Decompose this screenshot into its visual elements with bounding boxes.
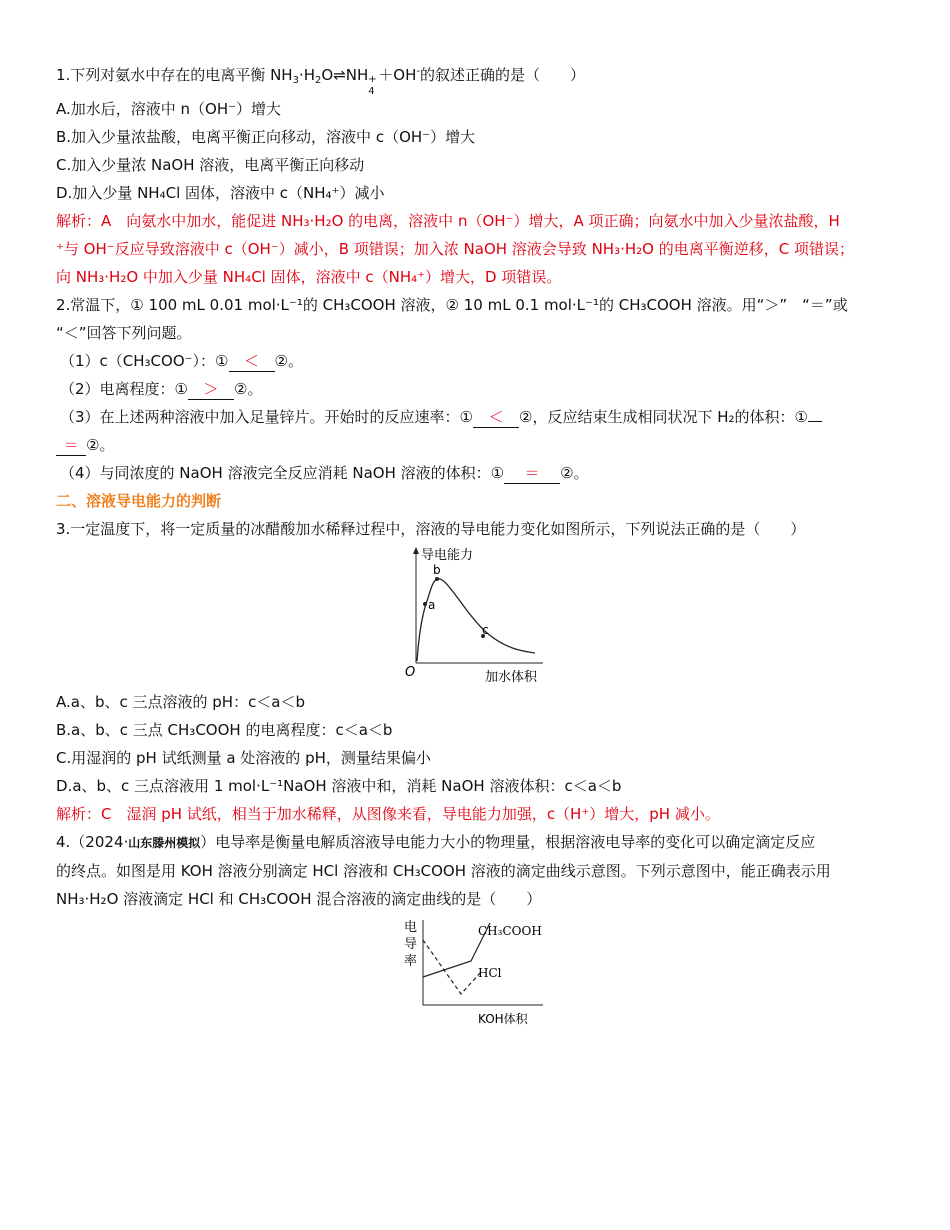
q2-part4: （4）与同浓度的 NaOH 溶液完全反应消耗 NaOH 溶液的体积：① ＝ ②。: [60, 464, 589, 482]
q1-option-d: D.加入少量 NH₄Cl 固体，溶液中 c（NH₄⁺）减小: [56, 184, 385, 202]
q4-source: 山东滕州模拟: [128, 836, 201, 850]
origin-label: O: [405, 665, 416, 680]
point-c-label: c: [482, 623, 489, 637]
q2-part3-answer2: ＝: [56, 435, 86, 456]
q3-stem: 3.一定温度下，将一定质量的冰醋酸加水稀释过程中，溶液的导电能力变化如图所示，下列说法正确的是（ ）: [56, 520, 806, 538]
q4-stem-line1: 4.（2024·山东滕州模拟）电导率是衡量电解质溶液导电能力大小的物理量，根据溶液电导率的变化可以确定滴定反应: [56, 833, 816, 851]
q3-option-a: A.a、b、c 三点溶液的 pH：c＜a＜b: [56, 693, 306, 711]
q1-answer-line2: ⁺与 OH⁻反应导致溶液中 c（OH⁻）减小，B 项错误；加入浓 NaOH 溶液会导致 NH₃·H₂O 的电离平衡逆移，C 项错误；: [56, 240, 854, 258]
q2-part1: （1）c（CH₃COO⁻）：① ＜ ②。: [60, 352, 303, 370]
section-heading: 二、溶液导电能力的判断: [56, 492, 222, 510]
y-axis-label: 导电能力: [421, 548, 474, 563]
q2-part1-answer: ＜: [229, 351, 275, 372]
q2-part3-answer1: ＜: [473, 407, 519, 428]
q1-option-a: A.加水后，溶液中 n（OH⁻）增大: [56, 100, 282, 118]
q2-stem-line2: “＜”回答下列问题。: [56, 324, 192, 342]
q2-part2: （2）电离程度：① ＞ ②。: [60, 380, 263, 398]
y-axis-arrow: [413, 547, 419, 554]
q2-stem-line1: 2.常温下，① 100 mL 0.01 mol·L⁻¹的 CH₃COOH 溶液，② 10 mL 0.1 mol·L⁻¹的 CH₃COOH 溶液。用“＞” “＝”或: [56, 296, 848, 314]
titration-graph: [398, 915, 558, 1030]
q1-answer-line1: 解析：A 向氨水中加水，能促进 NH₃·H₂O 的电离，溶液中 n（OH⁻）增大，A 项正确；向氨水中加入少量浓盐酸，H: [56, 212, 840, 230]
y-label-2: 导: [404, 937, 418, 952]
q2-part4-answer: ＝: [504, 463, 560, 484]
q2-part3-cont: ＝ ②。: [56, 431, 896, 459]
q3-option-b: B.a、b、c 三点 CH₃COOH 的电离程度：c＜a＜b: [56, 721, 393, 739]
q4-stem-line3: NH₃·H₂O 溶液滴定 HCl 和 CH₃COOH 混合溶液的滴定曲线的是（ ）: [56, 890, 542, 908]
y-label-3: 率: [404, 954, 418, 969]
point-a-dot: [423, 602, 427, 606]
hcl-label: HCl: [478, 966, 502, 980]
q1-option-c: C.加入少量浓 NaOH 溶液，电离平衡正向移动: [56, 156, 365, 174]
x-axis-label: KOH体积: [478, 1012, 528, 1026]
point-b-label: b: [433, 563, 441, 577]
y-label-1: 电: [404, 920, 418, 935]
q4-stem-line2: 的终点。如图是用 KOH 溶液分别滴定 HCl 溶液和 CH₃COOH 溶液的滴定曲线示意图。下列示意图中，能正确表示用: [56, 862, 831, 880]
point-b-dot: [435, 577, 439, 581]
q2-part2-answer: ＞: [188, 379, 234, 400]
point-a-label: a: [428, 598, 436, 612]
conductivity-curve: [417, 579, 535, 661]
q2-part3: （3）在上述两种溶液中加入足量锌片。开始时的反应速率：① ＜ ②，反应结束生成相同状况下 H₂的体积：①: [56, 403, 896, 431]
document-page: [56, 58, 896, 543]
ch3cooh-label: CH₃COOH: [478, 924, 542, 938]
q2-part3-answer2-lead: [808, 421, 822, 422]
q1-answer-line3: 向 NH₃·H₂O 中加入少量 NH₄Cl 固体，溶液中 c（NH₄⁺）增大，D 项错误。: [56, 268, 562, 286]
q1-option-b: B.加入少量浓盐酸，电离平衡正向移动，溶液中 c（OH⁻）增大: [56, 128, 476, 146]
x-axis-label: 加水体积: [485, 670, 538, 685]
q3-option-d: D.a、b、c 三点溶液用 1 mol·L⁻¹NaOH 溶液中和，消耗 NaOH 溶液体积：c＜a＜b: [56, 777, 622, 795]
q3-option-c: C.用湿润的 pH 试纸测量 a 处溶液的 pH，测量结果偏小: [56, 749, 431, 767]
q3-answer: 解析：C 湿润 pH 试纸，相当于加水稀释，从图像来看，导电能力加强，c（H⁺）增大，pH 减小。: [56, 805, 720, 823]
conductivity-graph: [395, 543, 565, 693]
q3-options: [56, 688, 896, 913]
q1-stem: 1.下列对氨水中存在的电离平衡 $NH_3\cdot H_2O\rightleftharpoons NH$ + 4 ＋OH-的叙述正确的是（ ）: [56, 66, 585, 97]
